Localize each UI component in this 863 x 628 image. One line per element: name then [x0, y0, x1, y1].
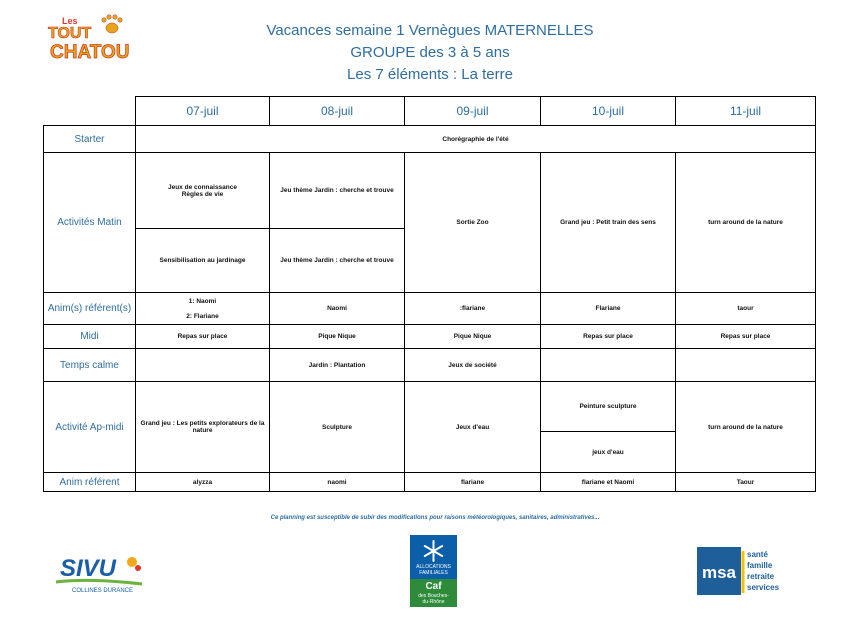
- starter-cell: Chorégraphie de l'été: [136, 126, 816, 153]
- logo-tout-text: TOUT: [48, 25, 92, 42]
- logo-chatou-text: CHATOU: [50, 42, 130, 63]
- msa-tagline: services: [747, 583, 780, 592]
- anim-line: 1: Naomi: [188, 297, 217, 305]
- day-header: 11-juil: [676, 97, 816, 126]
- table-row-midi: [44, 325, 816, 349]
- sivu-logo: [50, 548, 150, 600]
- activity-cell: Jeu thème Jardin : cherche et trouve: [270, 153, 405, 229]
- midi-cell: Pique Nique: [405, 325, 541, 349]
- sivu-subtitle: COLLINES DURANCE: [72, 588, 134, 594]
- midi-cell: Repas sur place: [676, 325, 816, 349]
- sivu-text: SIVU: [60, 555, 117, 582]
- midi-cell: Repas sur place: [541, 325, 676, 349]
- row-label: Anim(s) référent(s): [44, 293, 136, 325]
- apmidi-cell: turn around de la nature: [676, 382, 816, 473]
- apmidi-cell: Grand jeu : Les petits explorateurs de la nature: [136, 382, 270, 473]
- row-label: Starter: [44, 126, 136, 153]
- anim-cell: :flariane: [405, 293, 541, 325]
- apmidi-cell: Sculpture: [270, 382, 405, 473]
- calme-cell: Jardin : Plantation: [270, 349, 405, 382]
- row-label: Activités Matin: [44, 153, 136, 293]
- caf-text-line: des Bouches-: [418, 593, 449, 599]
- title-line-2: GROUPE des 3 à 5 ans: [350, 44, 510, 61]
- title-line-1: Vacances semaine 1 Vernègues MATERNELLES: [266, 22, 594, 39]
- caf-text-line: Caf: [425, 581, 442, 592]
- row-label: Temps calme: [44, 349, 136, 382]
- anim-cell: alyzza: [136, 473, 270, 492]
- calme-cell: [676, 349, 816, 382]
- msa-logo: [697, 547, 790, 595]
- anim-cell: Naomi: [270, 293, 405, 325]
- tout-chatou-logo: [46, 12, 136, 64]
- activity-line: Jeux de connaissance: [167, 183, 237, 191]
- activity-line: Règles de vie: [181, 190, 224, 198]
- row-label: Midi: [44, 325, 136, 349]
- day-header: 10-juil: [541, 97, 676, 126]
- paw-icon: [102, 15, 122, 33]
- anim-cell: [136, 293, 270, 325]
- title-line-3: Les 7 éléments : La terre: [347, 66, 513, 83]
- midi-cell: Repas sur place: [136, 325, 270, 349]
- activity-cell: Jeu thème Jardin : cherche et trouve: [270, 229, 405, 293]
- caf-text-line: du-Rhône: [422, 599, 445, 605]
- apmidi-cell: Peinture sculpture: [541, 382, 676, 432]
- anim-cell: naomi: [270, 473, 405, 492]
- apmidi-cell: Jeux d'eau: [405, 382, 541, 473]
- caf-text-line: ALLOCATIONS: [416, 564, 451, 570]
- sun-icon: [127, 557, 137, 567]
- msa-tagline: retraite: [747, 572, 775, 581]
- logo-les-text: Les: [62, 16, 78, 26]
- activity-cell: [136, 153, 270, 229]
- caf-text-line: FAMILIALES: [419, 570, 448, 576]
- msa-tagline: santé: [747, 550, 768, 559]
- anim-cell: flariane: [405, 473, 541, 492]
- apmidi-cell: jeux d'eau: [541, 432, 676, 473]
- activity-cell: Sortie Zoo: [405, 153, 541, 293]
- caf-logo: [410, 535, 457, 607]
- activity-cell: Sensibilisation au jardinage: [136, 229, 270, 293]
- activity-cell: turn around de la nature: [676, 153, 816, 293]
- planning-table: [43, 96, 816, 492]
- anim-cell: taour: [676, 293, 816, 325]
- day-header: 07-juil: [136, 97, 270, 126]
- anim-cell: Taour: [676, 473, 816, 492]
- midi-cell: Pique Nique: [270, 325, 405, 349]
- day-header: 08-juil: [270, 97, 405, 126]
- anim-line: 2: Flariane: [186, 312, 219, 320]
- table-row-days: [44, 97, 816, 126]
- calme-cell: [136, 349, 270, 382]
- table-row-anim-apmidi: [44, 473, 816, 492]
- table-row-anim-matin: [44, 293, 816, 325]
- corner-cell: [44, 97, 136, 126]
- row-label: Activité Ap-midi: [44, 382, 136, 473]
- day-header: 09-juil: [405, 97, 541, 126]
- activity-cell: Grand jeu : Petit train des sens: [541, 153, 676, 293]
- anim-cell: flariane et Naomi: [541, 473, 676, 492]
- row-label: Anim référent: [44, 473, 136, 492]
- calme-cell: Jeux de société: [405, 349, 541, 382]
- msa-text: msa: [701, 563, 737, 582]
- msa-tagline: famille: [747, 561, 773, 570]
- table-row-starter: [44, 126, 816, 153]
- table-row-calme: [44, 349, 816, 382]
- table-row-matin-top: [44, 153, 816, 229]
- calme-cell: [541, 349, 676, 382]
- anim-cell: Flariane: [541, 293, 676, 325]
- page-title: [200, 20, 660, 86]
- footnote: Ce planning est susceptible de subir des modifications pour raisons météorologiques, sanitaires, administratives...: [270, 515, 600, 521]
- table-row-apmidi-top: [44, 382, 816, 432]
